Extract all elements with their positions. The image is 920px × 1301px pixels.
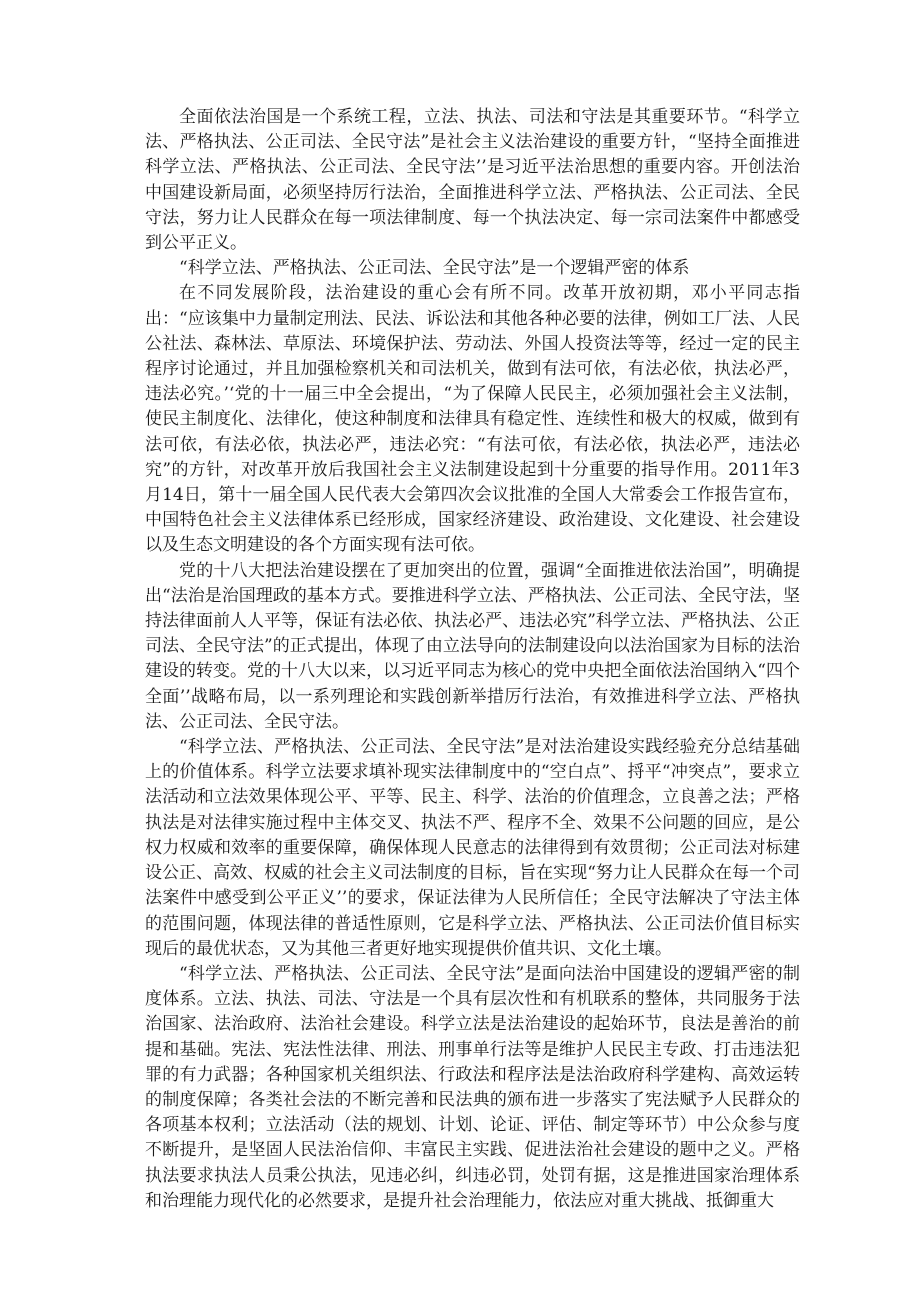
section-heading: “科学立法、严格执法、公正司法、全民守法”是一个逻辑严密的体系 — [179, 258, 690, 279]
document-body — [145, 105, 800, 1214]
paragraph-eighteenth-congress: 党的十八大把法治建设摆在了更加突出的位置，强调“全面推进依法治国”，明确提出“法治是治国理政的基本方式。要推进科学立法、严格执法、公正司法、全民守法，坚持法律面前人人平等，保证有法必依、执法必严、违法必究”科学立法、严格执法、公正司法、全民守法”的正式提出，体现了由立法导向的法制建设向以法治国家为目标的法治建设的转变。党的十八大以来，以习近平同志为核心的党中央把全面依法治国纳入“四个全面’’战略布局，以一系列理论和实践创新举措厉行法治，有效推进科学立法、严格执法、公正司法、全民守法。 — [145, 560, 800, 732]
paragraph-history: 在不同发展阶段，法治建设的重心会有所不同。改革开放初期，邓小平同志指出：“应该集中力量制定刑法、民法、诉讼法和其他各种必要的法律，例如工厂法、人民公社法、森林法、草原法、环境保护法、劳动法、外国人投资法等等，经过一定的民主程序讨论通过，并且加强检察机关和司法机关，做到有法可依，有法必依，执法必严，违法必究。’‘党的十一届三中全会提出，“为了保障人民民主，必须加强社会主义法制，使民主制度化、法律化，使这种制度和法律具有稳定性、连续性和极大的权威，做到有法可依，有法必依，执法必严，违法必究：“有法可依，有法必依，执法必严，违法必究”的方针，对改革开放后我国社会主义法制建设起到十分重要的指导作用。2011年3月14日，第十一届全国人民代表大会第四次会议批准的全国人大常委会工作报告宣布，中国特色社会主义法律体系已经形成，国家经济建设、政治建设、文化建设、社会建设以及生态文明建设的各个方面实现有法可依。 — [145, 283, 800, 556]
paragraph-institutional-system: “科学立法、严格执法、公正司法、全民守法”是面向法治中国建设的逻辑严密的制度体系。立法、执法、司法、守法是一个具有层次性和有机联系的整体，共同服务于法治国家、法治政府、法治社会建设。科学立法是法治建设的起始环节，良法是善治的前提和基础。宪法、宪法性法律、刑法、刑事单行法等是维护人民民主专政、打击违法犯罪的有力武器；各种国家机关组织法、行政法和程序法是法治政府科学建构、高效运转的制度保障；各类社会法的不断完善和民法典的颁布进一步落实了宪法赋予人民群众的各项基本权利；立法活动（法的规划、计划、论证、评估、制定等环节）中公众参与度不断提升，是坚固人民法治信仰、丰富民主实践、促进法治社会建设的题中之义。严格执法要求执法人员秉公执法，见违必纠，纠违必罚，处罚有据，这是推进国家治理体系和治理能力现代化的必然要求，是提升社会治理能力，依法应对重大挑战、抵御重大 — [145, 963, 800, 1211]
paragraph-intro: 全面依法治国是一个系统工程，立法、执法、司法和守法是其重要环节。“科学立法、严格执法、公正司法、全民守法”是社会主义法治建设的重要方针，“坚持全面推进科学立法、严格执法、公正司法、全民守法’’是习近平法治思想的重要内容。开创法治中国建设新局面，必须坚持厉行法治，全面推进科学立法、严格执法、公正司法、全民守法，努力让人民群众在每一项法律制度、每一个执法决定、每一宗司法案件中都感受到公平正义。 — [145, 107, 800, 254]
paragraph-value-system: “科学立法、严格执法、公正司法、全民守法”是对法治建设实践经验充分总结基础上的价值体系。科学立法要求填补现实法律制度中的“空白点”、捋平“冲突点”，要求立法活动和立法效果体现公平、平等、民主、科学、法治的价值理念，立良善之法；严格执法是对法律实施过程中主体交叉、执法不严、程序不全、效果不公问题的回应，是公权力权威和效率的重要保障，确保体现人民意志的法律得到有效贯彻；公正司法对标建设公正、高效、权威的社会主义司法制度的目标，旨在实现“努力让人民群众在每一个司法案件中感受到公平正义’’的要求，保证法律为人民所信任；全民守法解决了守法主体的范围问题，体现法律的普适性原则，它是科学立法、严格执法、公正司法价值目标实现后的最优状态，又为其他三者更好地实现提供价值共识、文化土壤。 — [145, 737, 800, 959]
